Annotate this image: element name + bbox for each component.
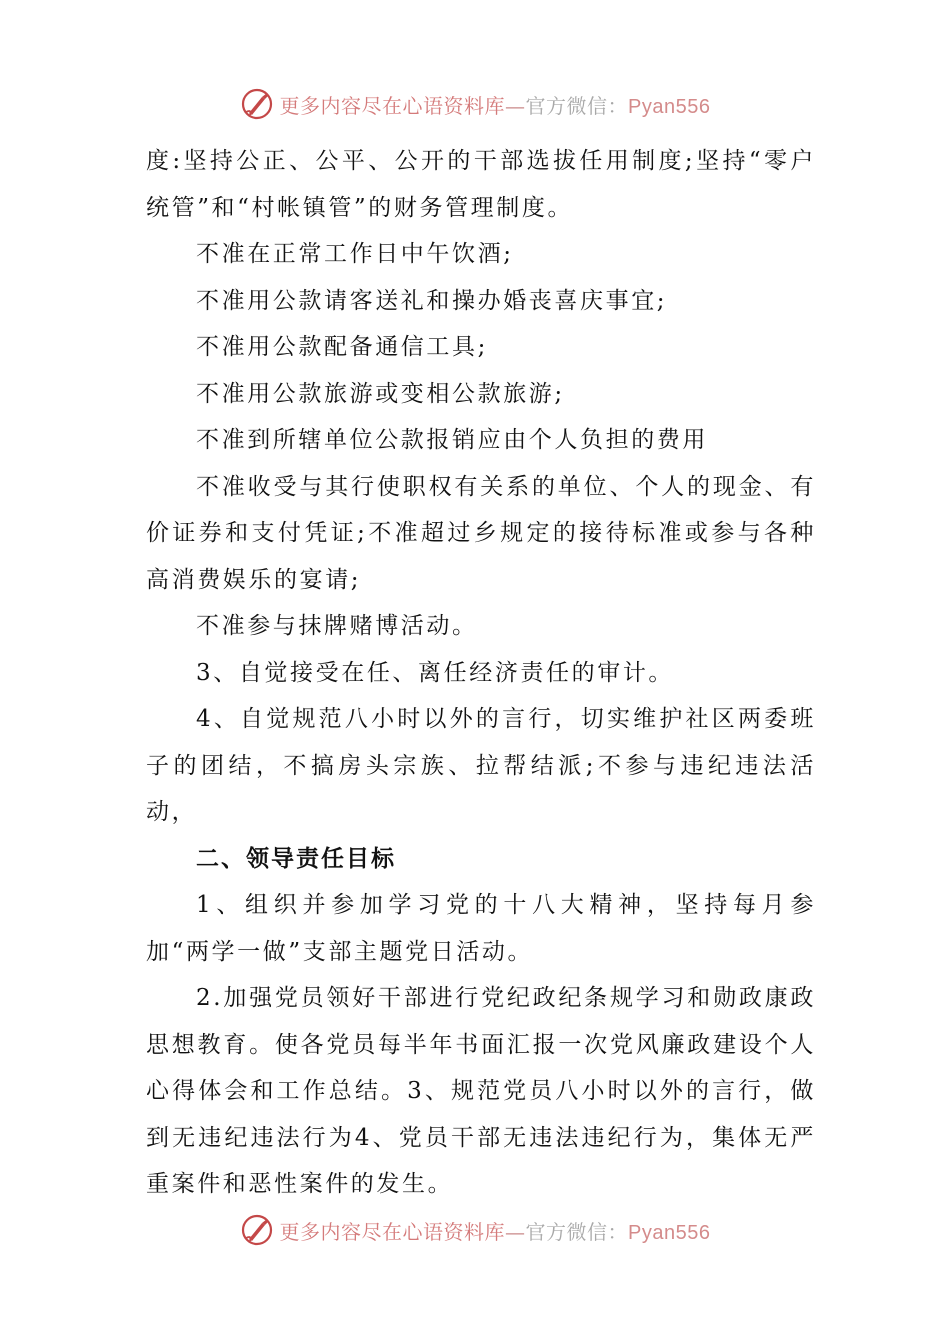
item-3-audit: 3、自觉接受在任、离任经济责任的审计。 xyxy=(196,659,675,686)
item-4-conduct: 4、自觉规范八小时以外的言行，切实维护社区两委班子的团结，不搞房头宗族、拉帮结派;不参与违纪违法活动， xyxy=(146,706,816,825)
watermark-wechat-id: Pyan556 xyxy=(628,95,711,118)
document-body xyxy=(146,138,816,1208)
watermark-text xyxy=(280,90,711,119)
quill-logo-icon xyxy=(240,1213,274,1247)
goal-2-education: 2.加强党员领好干部进行党纪政纪条规学习和勋政康政思想教育。使各党员每半年书面汇报一次党风廉政建设个人心得体会和工作总结。3、规范党员八小时以外的言行，做到无违纪违法行为4、党员干部无违法违纪行为，集体无严重案件和恶性案件的发生。 xyxy=(146,985,816,1197)
watermark-sub-text: 官方微信： xyxy=(525,1219,629,1244)
footer-watermark xyxy=(0,1210,950,1250)
watermark-separator: — xyxy=(505,93,526,118)
rule-no-gambling: 不准参与抹牌赌博活动。 xyxy=(196,613,478,639)
rule-no-noon-drinking: 不准在正常工作日中午饮酒; xyxy=(196,241,514,267)
watermark-text xyxy=(280,1216,711,1245)
watermark-sub-text: 官方微信： xyxy=(525,93,629,118)
header-watermark xyxy=(0,84,950,124)
watermark-main-text: 更多内容尽在心语资料库 xyxy=(279,93,506,118)
goal-1-study: 1、组织并参加学习党的十八大精神，坚持每月参加“两学一做”支部主题党日活动。 xyxy=(146,892,816,965)
watermark-wechat-id: Pyan556 xyxy=(628,1221,711,1244)
rule-no-personal-reimbursement: 不准到所辖单位公款报销应由个人负担的费用 xyxy=(196,427,708,453)
section-heading-leadership-goals: 二、领导责任目标 xyxy=(196,845,396,872)
quill-logo-icon xyxy=(240,87,274,121)
paragraph-cadre-system: 度:坚持公正、公平、公开的干部选拔任用制度;坚持“零户统管”和“村帐镇管”的财务管理制度。 xyxy=(146,148,816,221)
rule-no-public-phones: 不准用公款配备通信工具; xyxy=(196,334,488,360)
watermark-separator: — xyxy=(505,1219,526,1244)
watermark-main-text: 更多内容尽在心语资料库 xyxy=(279,1219,506,1244)
rule-no-public-travel: 不准用公款旅游或变相公款旅游; xyxy=(196,380,565,407)
rule-no-bribes: 不准收受与其行使职权有关系的单位、个人的现金、有价证券和支付凭证;不准超过乡规定的接待标准或参与各种高消费娱乐的宴请; xyxy=(146,473,816,593)
rule-no-public-gifts: 不准用公款请客送礼和操办婚丧喜庆事宜; xyxy=(196,287,668,314)
